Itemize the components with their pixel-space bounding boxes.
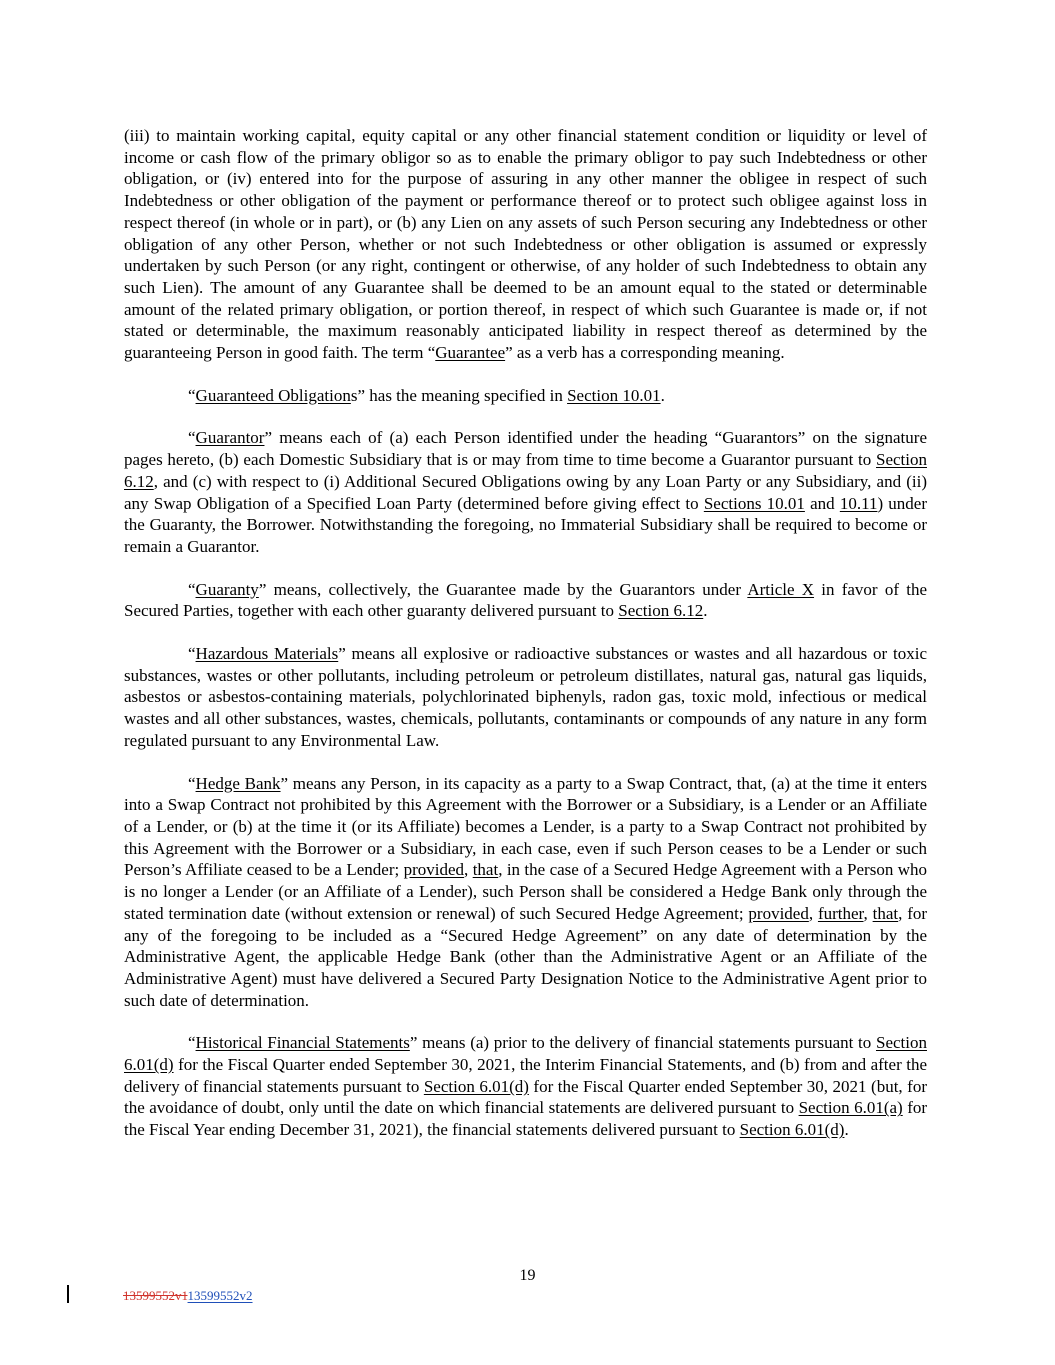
defined-term-reference: further xyxy=(817,903,864,923)
revision-change-bar xyxy=(67,1285,69,1303)
defined-term-reference: Hazardous Materials xyxy=(195,644,339,664)
text-run: ” means (a) prior to the delivery of financial statements pursuant to xyxy=(409,1033,876,1053)
defined-term-reference: 10.11 xyxy=(839,493,878,513)
text-run: ” means, collectively, the Guarantee made by the Guarantors under xyxy=(258,579,748,599)
page-number: 19 xyxy=(519,1267,536,1284)
definition-paragraph xyxy=(124,579,927,622)
defined-term-reference: Section 6.01(a) xyxy=(798,1098,903,1118)
text-run: (iii) to maintain working capital, equity capital or any other financial statement condition or liquidity or level of income or cash flow of the primary obligor so as to enable the primary obligor to pay such Indebtedness or other obligation, or (iv) entered into for the purpose of assuring in any other manner the obligee in respect of such Indebtedness or other obligation of the payment or performance thereof or to protect such obligee against loss in respect thereof (in whole or in part), or (b) any Lien on any assets of such Person securing any Indebtedness or other obligation of any other Person, whether or not such Indebtedness or other obligation is assumed or expressly undertaken by such Person (or any right, contingent or otherwise, of any holder of such Indebtedness to obtain any such Lien). The amount of any Guarantee shall be deemed to be an amount equal to the stated or determinable amount of the related primary obligation, or portion thereof, in respect of which such Guarantee is made or, if not stated or determinable, the maximum reasonably anticipated liability in respect thereof as determined by the guaranteeing Person in good faith. The term “ xyxy=(124,126,927,363)
document-id-footer xyxy=(123,1288,253,1304)
definitions-body xyxy=(124,125,927,1162)
text-run: “ xyxy=(188,773,196,793)
defined-term-reference: Guarantee xyxy=(435,343,506,363)
continuation-paragraph xyxy=(124,125,927,364)
defined-term-reference: Guaranty xyxy=(195,579,259,599)
text-run: ” means any Person, in its capacity as a party to a Swap Contract, that, (a) at the time it enters into a Swap Contract not prohibited by this Agreement with the Borrower or a Subsidiary, is a Lender or an Affiliate of a Lender, or (b) at the time it (or its Affiliate) becomes a Lender, is a party to a Swap Contract not prohibited by this Agreement with the Borrower or a Subsidiary, in each case, even if such Person ceases to be a Lender or such Person’s Affiliate ceased to be a Lender; xyxy=(124,773,927,880)
definition-paragraph xyxy=(124,1032,927,1141)
defined-term-reference: Section 6.01(d) xyxy=(124,1033,927,1075)
text-run: , and (c) with respect to (i) Additional Secured Obligations owing by any Loan Party or any Subsidiary, and (ii) any Swap Obligation of a Specified Loan Party (determined before giving effect to xyxy=(124,471,927,513)
text-run: ) under the Guaranty, the Borrower. Notwithstanding the foregoing, no Immaterial Subsidiary shall be required to become or remain a Guarantor. xyxy=(124,493,928,556)
defined-term-reference: that xyxy=(472,860,499,880)
definition-paragraph xyxy=(124,385,927,407)
text-run: s” has the meaning specified in xyxy=(350,385,568,405)
defined-term-reference: Guarantor xyxy=(195,428,265,448)
defined-term-reference: Hedge Bank xyxy=(195,773,281,793)
text-run: in favor of the Secured Parties, together with each other guaranty delivered pursuant to xyxy=(124,579,927,621)
text-run: . xyxy=(703,601,708,621)
defined-term-reference: Sections 10.01 xyxy=(703,493,805,513)
text-run: for the Fiscal Quarter ended September 30, 2021, the Interim Financial Statements, and (b) from and after the delivery of financial statements pursuant to xyxy=(124,1055,927,1096)
definition-paragraph xyxy=(124,773,927,1012)
text-run: , xyxy=(863,903,873,923)
text-run: “ xyxy=(188,1033,196,1053)
text-run: for the Fiscal Year ending December 31, 2021), the financial statements delivered pursuant to xyxy=(124,1098,928,1140)
text-run: “ xyxy=(188,385,196,405)
defined-term-reference: provided xyxy=(748,903,809,923)
definition-paragraph xyxy=(124,427,927,557)
old-document-id: 13599552v1 xyxy=(123,1288,188,1303)
text-run: ” as a verb has a corresponding meaning. xyxy=(505,343,785,363)
text-run: . xyxy=(660,385,665,405)
text-run: , xyxy=(464,860,473,880)
new-document-id: 13599552v2 xyxy=(187,1288,253,1303)
defined-term-reference: Article X xyxy=(747,579,815,599)
text-run: ” means all explosive or radioactive substances or wastes and all hazardous or toxic substances, wastes or other pollutants, including petroleum or petroleum distillates, natural gas, natural gas liquids, asbestos or asbestos-containing materials, polychlorinated biphenyls, radon gas, toxic mold, infectious or medical wastes and all other substances, wastes, chemicals, pollutants, contaminants or compounds of any nature in any form regulated pursuant to any Environmental Law. xyxy=(124,644,927,750)
text-run: , in the case of a Secured Hedge Agreement with a Person who is no longer a Lender (or an Affiliate of a Lender), such Person shall be considered a Hedge Bank only through the stated termination date (without extension or renewal) of such Secured Hedge Agreement; xyxy=(124,860,927,923)
text-run: , xyxy=(808,903,818,923)
text-run: . xyxy=(844,1120,849,1140)
defined-term-reference: Guaranteed Obligation xyxy=(195,385,351,405)
defined-term-reference: Section 6.01(d) xyxy=(423,1076,529,1096)
text-run: “ xyxy=(188,644,196,664)
defined-term-reference: that xyxy=(872,903,899,923)
defined-term-reference: Section 6.01(d) xyxy=(739,1120,845,1140)
defined-term-reference: Section 6.12 xyxy=(618,601,704,621)
definition-paragraph xyxy=(124,643,927,752)
text-run: and xyxy=(804,493,840,513)
text-run: ” means each of (a) each Person identified under the heading “Guarantors” on the signature pages hereto, (b) each Domestic Subsidiary that is or may from time to time become a Guarantor pursuant to xyxy=(124,428,927,470)
text-run: “ xyxy=(188,428,196,448)
defined-term-reference: Section 10.01 xyxy=(567,385,661,405)
text-run: , for any of the foregoing to be included as a “Secured Hedge Agreement” on any date of determination by the Administrative Agent, the applicable Hedge Bank (other than the Administrative Agent or an Affiliate of the Administrative Agent) must have delivered a Secured Party Designation Notice to the Administrative Agent prior to such date of determination. xyxy=(124,903,928,1010)
text-run: “ xyxy=(188,579,196,599)
defined-term-reference: Section 6.12 xyxy=(124,450,927,491)
text-run: for the Fiscal Quarter ended September 30, 2021 (but, for the avoidance of doubt, only until the date on which financial statements are delivered pursuant to xyxy=(124,1076,927,1118)
defined-term-reference: provided xyxy=(403,860,465,880)
defined-term-reference: Historical Financial Statements xyxy=(195,1033,410,1053)
